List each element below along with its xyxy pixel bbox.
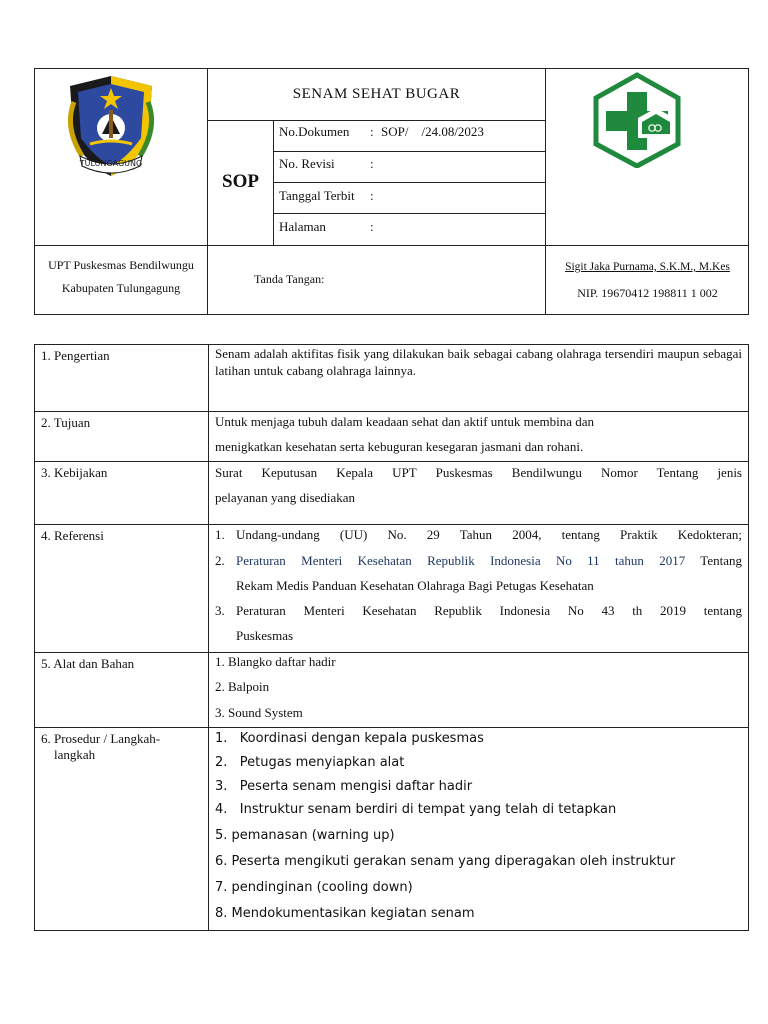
tujuan-line: Untuk menjaga tubuh dalam keadaan sehat dan aktif untuk membina dan xyxy=(215,414,595,429)
divider xyxy=(207,120,545,121)
field-label: No.Dokumen xyxy=(279,124,350,139)
ref-item: Peraturan Menteri Kesehatan Republik Indonesia No 43 th 2019 tentang xyxy=(236,603,742,618)
divider xyxy=(34,524,749,525)
prosedur-step: 1. Koordinasi dengan kepala puskesmas xyxy=(215,731,484,746)
signature-label: Tanda Tangan: xyxy=(254,272,325,286)
ref-item xyxy=(236,553,742,569)
row-label-tujuan: 2. Tujuan xyxy=(41,415,91,430)
divider xyxy=(34,245,749,246)
field-value: SOP/ /24.08/2023 xyxy=(381,124,484,139)
field-sep: : xyxy=(370,188,374,203)
ref-item-cont: Puskesmas xyxy=(236,628,294,643)
prosedur-step: 4. Instruktur senam berdiri di tempat yang telah di tetapkan xyxy=(215,802,617,817)
field-label: Tanggal Terbit xyxy=(279,188,355,203)
org-regency: Kabupaten Tulungagung xyxy=(61,281,181,295)
alat-item: 3. Sound System xyxy=(215,705,303,720)
row-label-referensi: 4. Referensi xyxy=(41,528,104,543)
prosedur-step: 2. Petugas menyiapkan alat xyxy=(215,755,405,770)
alat-item: 2. Balpoin xyxy=(215,679,270,694)
row-label-kebijakan: 3. Kebijakan xyxy=(41,465,108,480)
ref-num: 3. xyxy=(215,603,225,618)
ref-num: 1. xyxy=(215,527,225,542)
document-title: SENAM SEHAT BUGAR xyxy=(292,86,461,102)
signer-nip: NIP. 19670412 198811 1 002 xyxy=(577,286,718,300)
field-sep: : xyxy=(370,219,374,234)
field-label: Halaman xyxy=(279,219,326,234)
alat-item: 1. Blangko daftar hadir xyxy=(215,654,336,669)
ref-num: 2. xyxy=(215,553,225,568)
ref-item-cont: Rekam Medis Panduan Kesehatan Olahraga Bagi Petugas Kesehatan xyxy=(236,578,594,593)
divider xyxy=(208,344,209,931)
divider xyxy=(34,461,749,462)
sop-label: SOP xyxy=(222,171,259,192)
prosedur-step: 3. Peserta senam mengisi daftar hadir xyxy=(215,779,473,794)
signer-name: Sigit Jaka Purnama, S.K.M., M.Kes xyxy=(565,261,730,273)
row-label-prosedur: 6. Prosedur / Langkah- xyxy=(41,731,161,746)
prosedur-step: 8. Mendokumentasikan kegiatan senam xyxy=(215,906,475,921)
divider xyxy=(34,411,749,412)
divider xyxy=(273,182,545,183)
tujuan-line: menigkatkan kesehatan serta kebuguran kesegaran jasmani dan rohani. xyxy=(215,439,584,454)
kebijakan-line: Surat Keputusan Kepala UPT Puskesmas Bendilwungu Nomor Tentang jenis xyxy=(215,465,742,480)
field-label: No. Revisi xyxy=(279,156,335,171)
pengertian-text: Senam adalah aktifitas fisik yang dilakukan baik sebagai cabang olahraga tersendiri maupun sebagai latihan untuk cabang olahraga lainnya. xyxy=(215,346,742,378)
org-name: UPT Puskesmas Bendilwungu xyxy=(48,258,194,272)
divider xyxy=(34,652,749,653)
prosedur-step: 5. pemanasan (warning up) xyxy=(215,828,395,843)
row-label-prosedur-cont: langkah xyxy=(54,747,96,762)
row-label-pengertian: 1. Pengertian xyxy=(41,348,110,363)
divider xyxy=(273,213,545,214)
puskesmas-logo xyxy=(590,72,684,168)
row-label-alat: 5. Alat dan Bahan xyxy=(41,656,135,671)
field-sep: : xyxy=(370,156,374,171)
field-sep: : xyxy=(370,124,374,139)
divider xyxy=(545,68,546,315)
prosedur-step: 7. pendinginan (cooling down) xyxy=(215,880,413,895)
ref-item: Undang-undang (UU) No. 29 Tahun 2004, tentang Praktik Kedokteran; xyxy=(236,527,742,542)
divider xyxy=(273,151,545,152)
ref-item-rest: Tentang xyxy=(685,553,742,568)
logo-ribbon-text: TULUNGAGUNG xyxy=(79,159,143,168)
tulungagung-logo xyxy=(60,72,162,180)
kebijakan-line: pelayanan yang disediakan xyxy=(215,490,356,505)
prosedur-step: 6. Peserta mengikuti gerakan senam yang diperagakan oleh instruktur xyxy=(215,854,676,869)
ref-regulation-link: Peraturan Menteri Kesehatan Republik Indonesia No 11 tahun 2017 xyxy=(236,553,686,568)
